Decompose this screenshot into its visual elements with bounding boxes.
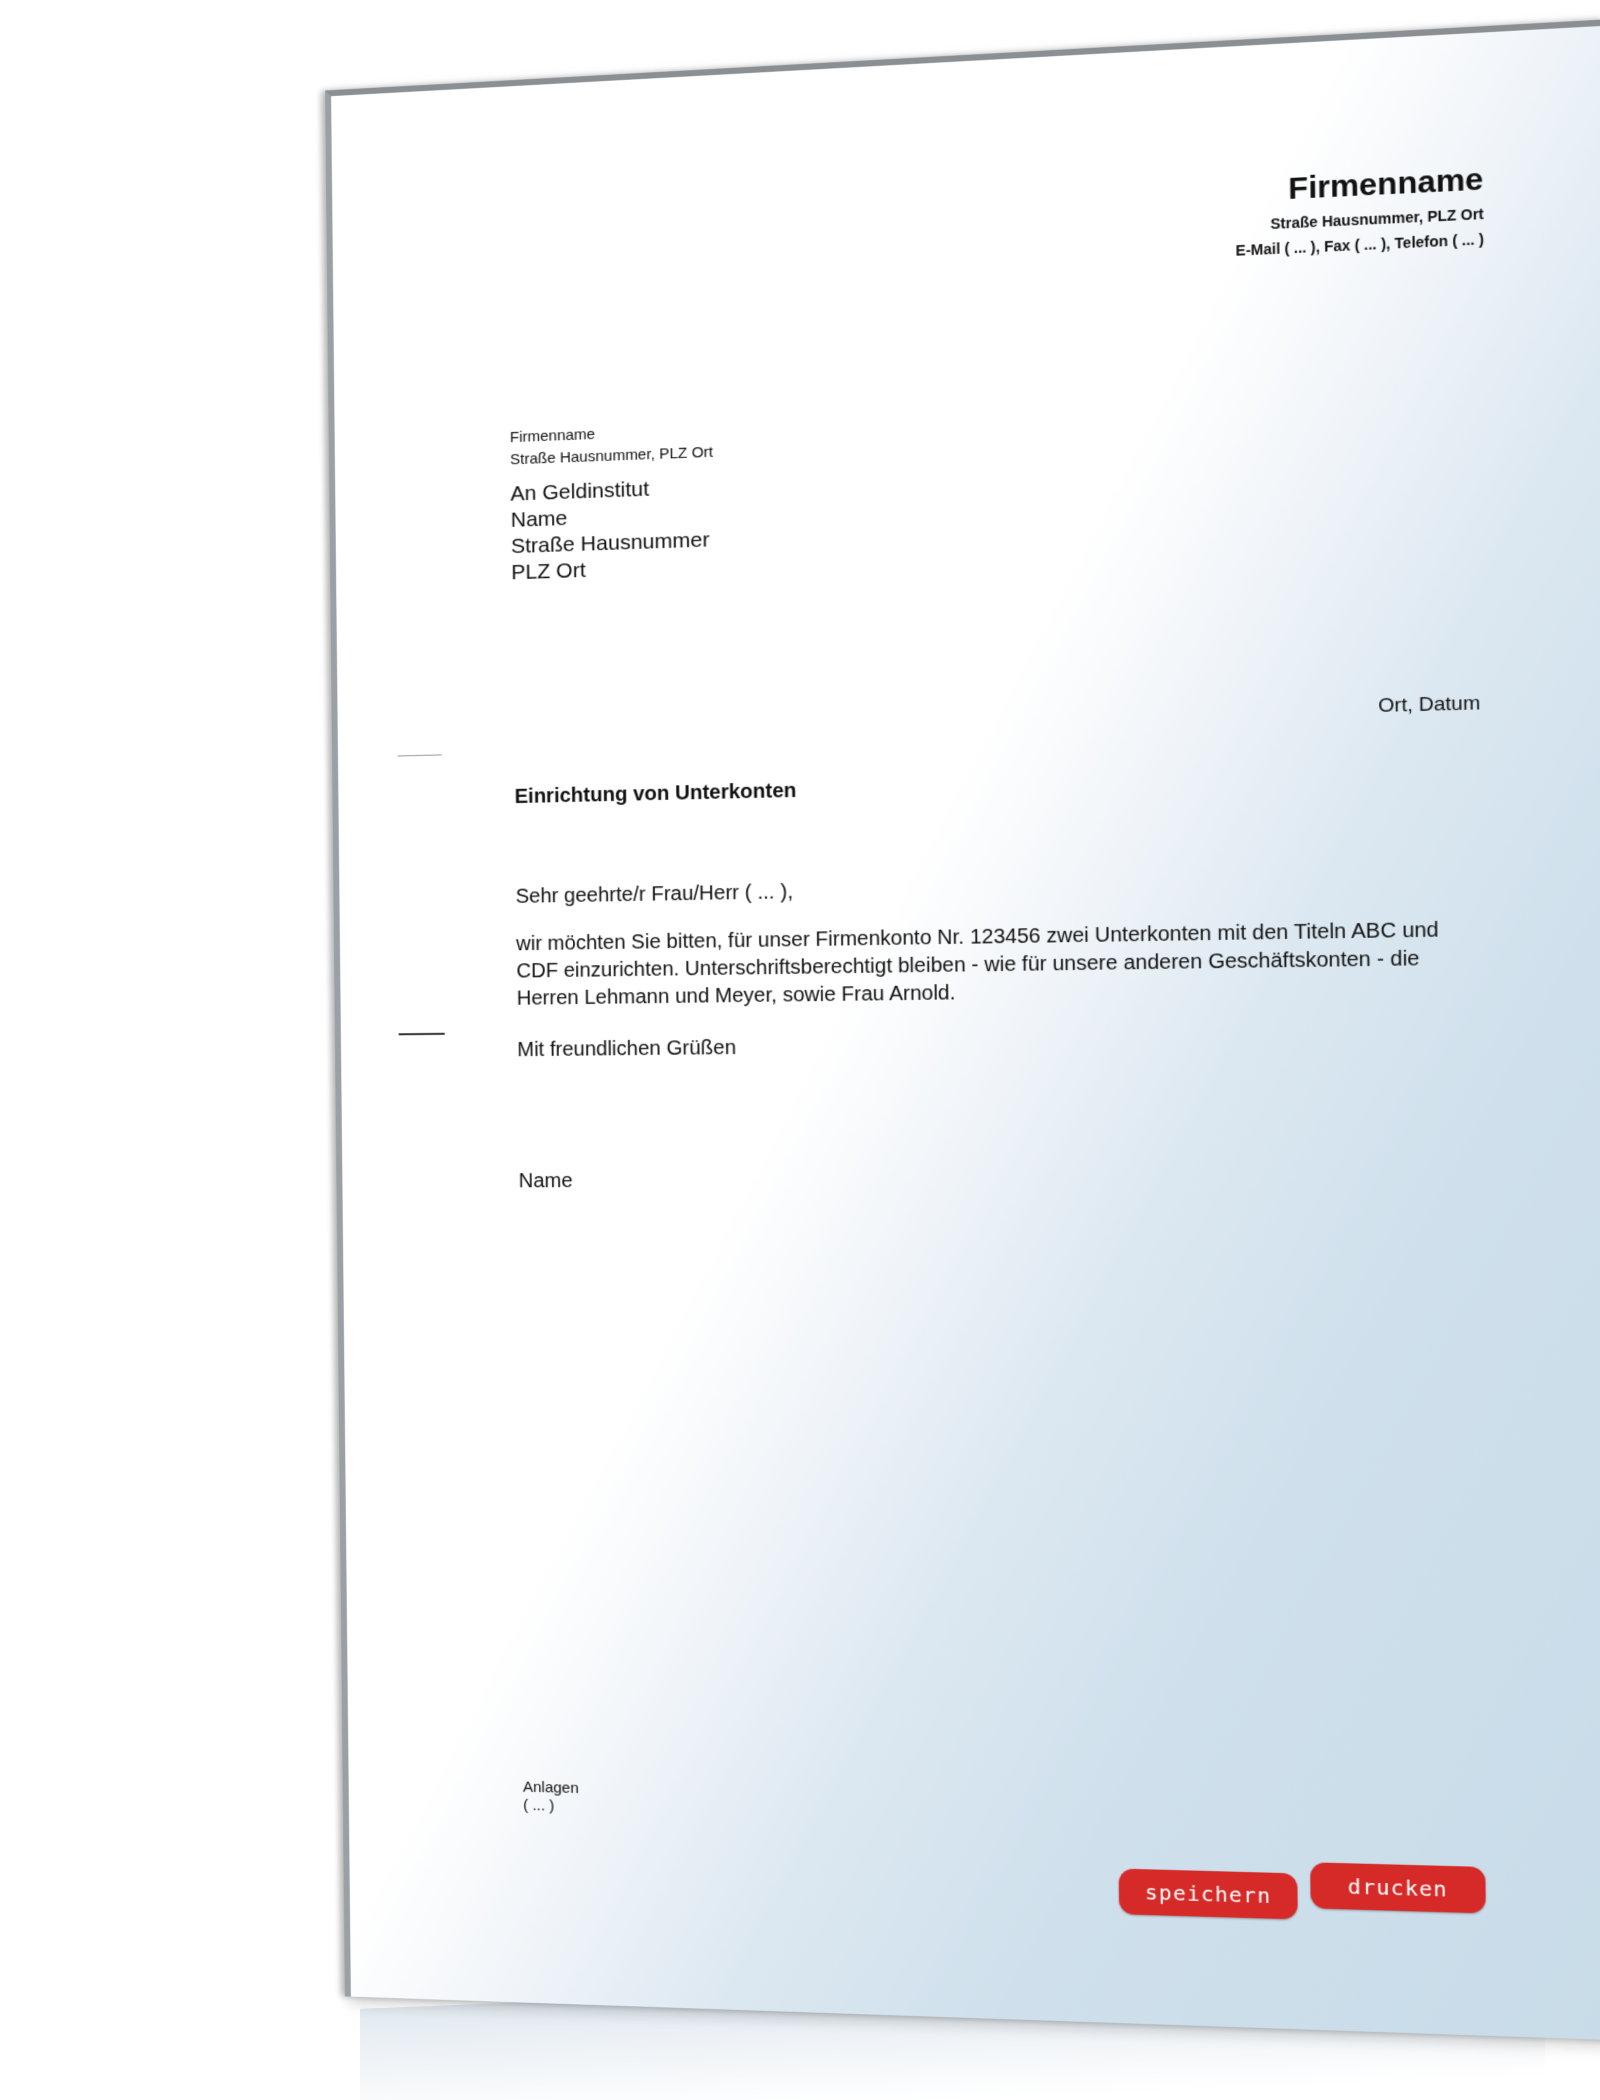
letterhead-company: Firmenname	[1288, 162, 1484, 207]
letterhead-contact: E-Mail ( ... ), Fax ( ... ), Telefon ( ... )	[1235, 230, 1485, 259]
sender-address: Straße Hausnummer, PLZ Ort	[509, 443, 714, 469]
attachments-value: ( ... )	[523, 1796, 555, 1815]
recipient-block	[510, 474, 710, 586]
sender-company: Firmenname	[509, 425, 596, 447]
recipient-line-1: An Geldinstitut	[510, 477, 650, 506]
sender-block	[510, 419, 713, 471]
recipient-line-4: PLZ Ort	[511, 558, 586, 585]
recipient-line-3: Straße Hausnummer	[510, 528, 710, 559]
signature-name: Name	[518, 1169, 573, 1193]
letter-body: wir möchten Sie bitten, für unser Firmenkonto Nr. 123456 zwei Unterkonten mit den Titeln ABC und CDF einzurichten. Unterschriftsberechtigt bleiben - wie für unsere anderen Geschäftskonten - die Herren Lehmann und Meyer, sowie Frau Arnold.	[516, 918, 1439, 1010]
letter-salutation: Sehr geehrte/r Frau/Herr ( ... ),	[515, 880, 794, 908]
print-button[interactable]: drucken	[1310, 1862, 1486, 1913]
attachments-block	[523, 1779, 579, 1817]
recipient-line-2: Name	[510, 506, 568, 532]
letter-content	[331, 26, 1600, 2041]
attachments-label: Anlagen	[522, 1778, 579, 1798]
letterhead	[1235, 159, 1484, 263]
place-date: Ort, Datum	[1378, 692, 1481, 718]
letter-subject: Einrichtung von Unterkonten	[514, 779, 797, 809]
fold-mark-top	[398, 754, 442, 756]
fold-mark-middle	[399, 1033, 445, 1036]
letter-closing: Mit freundlichen Grüßen	[517, 1036, 737, 1062]
letter-sheet	[325, 19, 1600, 2040]
save-button[interactable]: speichern	[1119, 1869, 1298, 1920]
letterhead-address: Straße Hausnummer, PLZ Ort	[1270, 205, 1484, 233]
